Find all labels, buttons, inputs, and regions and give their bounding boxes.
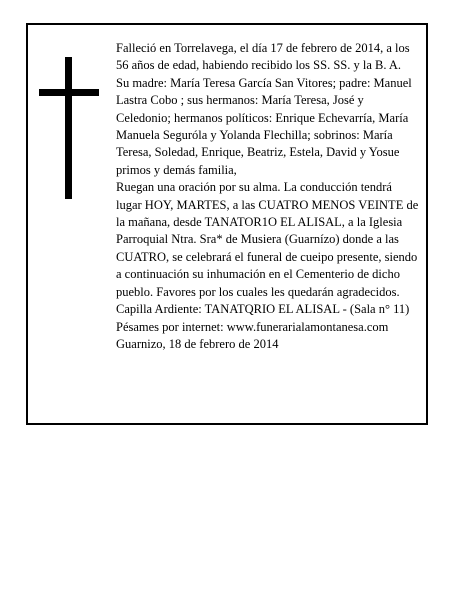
family-list: Su madre: María Teresa García San Vitores; padre: Manuel Lastra Cobo ; sus hermanos: María Teresa, José y Celedonio; hermanos políticos: Enrique Echevarría, María Manuela Seguróla y Yolanda Flechilla; sobrinos: María Teresa, Soledad, Enrique, Beatriz, Estela, David y Yosue primos y demás familia, <box>116 75 412 177</box>
cross-vertical-bar <box>65 57 72 199</box>
funeral-details: Ruegan una oración por su alma. La conducción tendrá lugar HOY, MARTES, a las CUATRO MENOS VEINTE de la mañana, desde TANATOR1O EL ALISAL, a la Iglesia Parroquial Ntra. Sra* de Musiera (Guarnízo) donde a las CUATRO, se celebrará el funeral de cueipo presente, siendo a continuación su inhumación en el Cementerio de dicho pueblo. Favores por los cuales les quedarán agradecidos. Capilla Ardiente: TANATQRIO EL ALISAL - (Sala n° 11) <box>116 180 419 317</box>
notice-text <box>116 40 420 353</box>
condolences-line: Pésames por internet: www.funerarialamontanesa.com <box>116 319 389 334</box>
place-date-line: Guarnizo, 18 de febrero de 2014 <box>116 336 279 351</box>
latin-cross-icon <box>39 57 99 199</box>
death-announcement: Falleció en Torrelavega, el día 17 de febrero de 2014, a los 56 años de edad, habiendo recibido los SS. SS. y la B. A. <box>116 41 410 73</box>
cross-horizontal-bar <box>39 89 99 96</box>
obituary-notice <box>26 23 428 425</box>
